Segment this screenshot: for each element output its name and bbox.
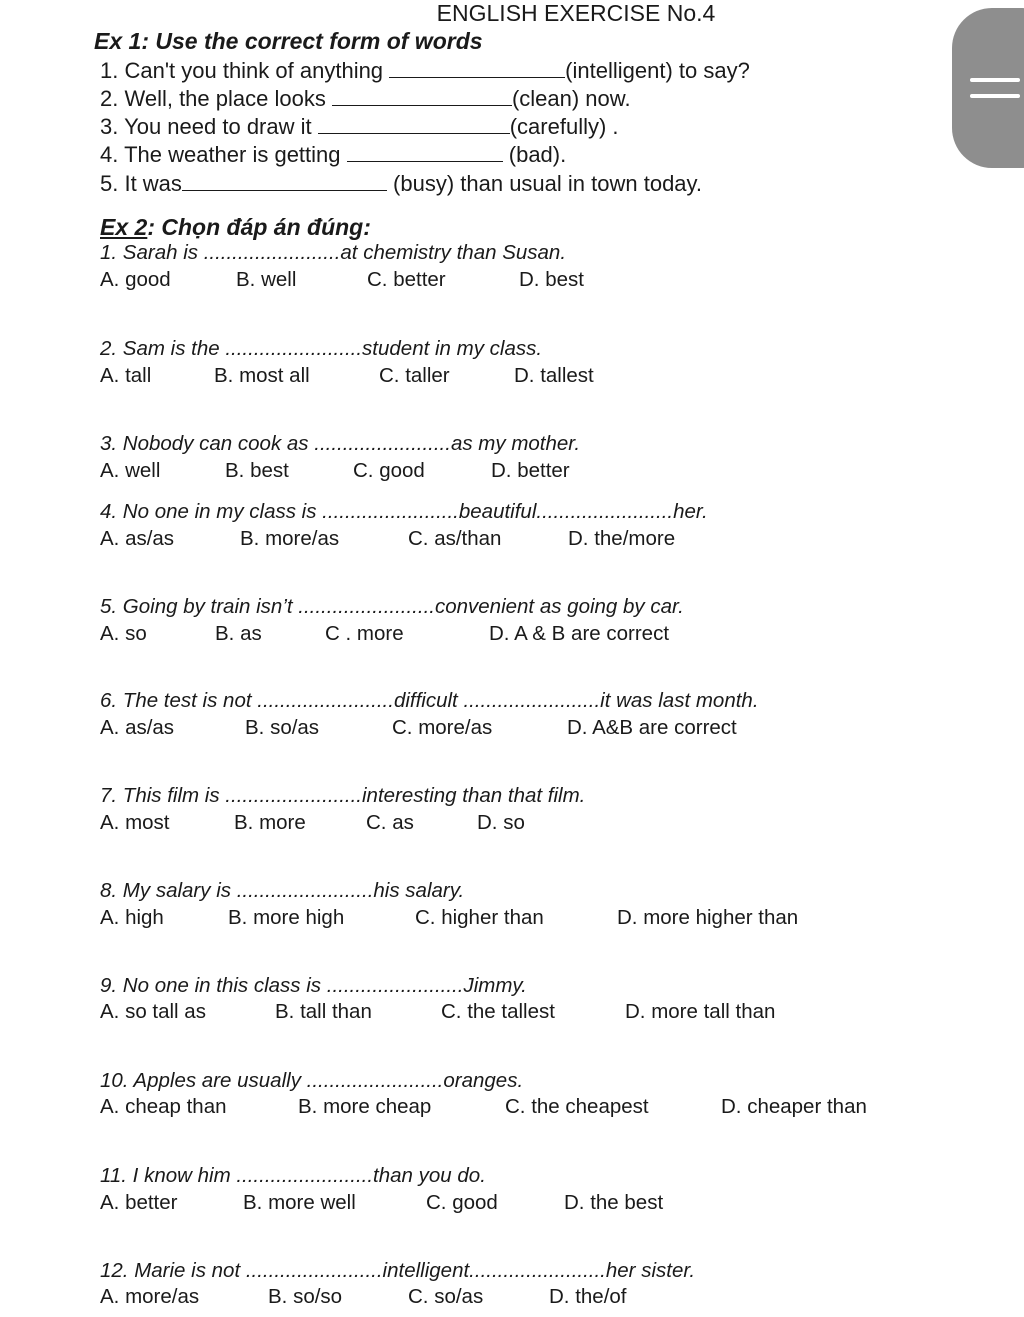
answer-blank [347, 143, 503, 162]
option-b: B. more cheap [298, 1095, 432, 1118]
option-b: B. more/as [240, 527, 340, 550]
option-d: D. A&B are correct [567, 716, 737, 739]
question-stem: 7. This film is ........................interesting than that film. [100, 784, 586, 807]
scroll-handle[interactable] [952, 8, 1024, 168]
option-c: C . more [325, 622, 404, 645]
ex1-item: 5. It was (busy) than usual in town today. [100, 171, 703, 196]
ex1-item: 4. The weather is getting (bad). [100, 142, 567, 167]
option-d: D. better [491, 459, 570, 482]
answer-blank [332, 87, 512, 106]
question-stem: 6. The test is not ........................difficult ........................it was last month. [100, 689, 759, 712]
answer-blank [318, 115, 510, 134]
option-d: D. tallest [514, 364, 594, 387]
option-c: C. higher than [415, 906, 544, 929]
option-b: B. so/so [268, 1285, 343, 1308]
option-a: A. good [100, 268, 171, 291]
option-b: B. tall than [275, 1000, 372, 1023]
option-a: A. as/as [100, 716, 175, 739]
option-d: D. cheaper than [721, 1095, 867, 1118]
question-stem: 4. No one in my class is ........................beautiful........................her. [100, 500, 708, 523]
option-a: A. cheap than [100, 1095, 227, 1118]
question-stem: 11. I know him ........................than you do. [100, 1164, 486, 1187]
question-stem: 9. No one in this class is ........................Jimmy. [100, 974, 527, 997]
page-title: ENGLISH EXERCISE No.4 [436, 0, 716, 26]
option-a: A. better [100, 1191, 178, 1214]
ex1-heading: Ex 1: Use the correct form of words [94, 28, 483, 54]
option-a: A. most [100, 811, 170, 834]
answer-blank [182, 172, 387, 191]
question-stem: 12. Marie is not ........................intelligent........................her sister. [100, 1259, 696, 1282]
grip-line-icon [970, 94, 1020, 98]
option-b: B. more [234, 811, 306, 834]
ex1-item: 2. Well, the place looks (clean) now. [100, 86, 631, 111]
option-b: B. more high [228, 906, 345, 929]
option-d: D. the/more [568, 527, 676, 550]
question-stem: 3. Nobody can cook as ........................as my mother. [100, 432, 581, 455]
option-c: C. better [367, 268, 446, 291]
option-c: C. more/as [392, 716, 493, 739]
option-d: D. more tall than [625, 1000, 776, 1023]
option-d: D. the best [564, 1191, 664, 1214]
question-stem: 5. Going by train isn’t ........................convenient as going by car. [100, 595, 684, 618]
option-c: C. as/than [408, 527, 502, 550]
option-b: B. more well [243, 1191, 356, 1214]
option-d: D. more higher than [617, 906, 799, 929]
grip-line-icon [970, 78, 1020, 82]
option-c: C. as [366, 811, 414, 834]
option-c: C. so/as [408, 1285, 484, 1308]
option-d: D. A & B are correct [489, 622, 670, 645]
option-b: B. most all [214, 364, 310, 387]
option-b: B. as [215, 622, 262, 645]
answer-blank [389, 59, 565, 78]
option-c: C. the tallest [441, 1000, 555, 1023]
option-b: B. best [225, 459, 289, 482]
question-stem: 10. Apples are usually ........................oranges. [100, 1069, 524, 1092]
option-c: C. taller [379, 364, 450, 387]
option-c: C. good [353, 459, 425, 482]
ex2-heading: Ex 2: Chọn đáp án đúng: [100, 214, 371, 240]
option-a: A. tall [100, 364, 152, 387]
option-d: D. so [477, 811, 525, 834]
option-a: A. high [100, 906, 164, 929]
option-b: B. so/as [245, 716, 320, 739]
option-a: A. so [100, 622, 147, 645]
option-c: C. good [426, 1191, 498, 1214]
option-a: A. so tall as [100, 1000, 206, 1023]
question-stem: 8. My salary is ........................his salary. [100, 879, 465, 902]
option-b: B. well [236, 268, 297, 291]
option-c: C. the cheapest [505, 1095, 649, 1118]
option-a: A. well [100, 459, 161, 482]
option-d: D. the/of [549, 1285, 627, 1308]
ex1-item: 3. You need to draw it (carefully) . [100, 114, 619, 139]
option-d: D. best [519, 268, 584, 291]
option-a: A. more/as [100, 1285, 200, 1308]
option-a: A. as/as [100, 527, 175, 550]
question-stem: 2. Sam is the ........................student in my class. [100, 337, 543, 360]
question-stem: 1. Sarah is ........................at chemistry than Susan. [100, 241, 567, 264]
ex1-item: 1. Can't you think of anything (intelligent) to say? [100, 58, 750, 83]
